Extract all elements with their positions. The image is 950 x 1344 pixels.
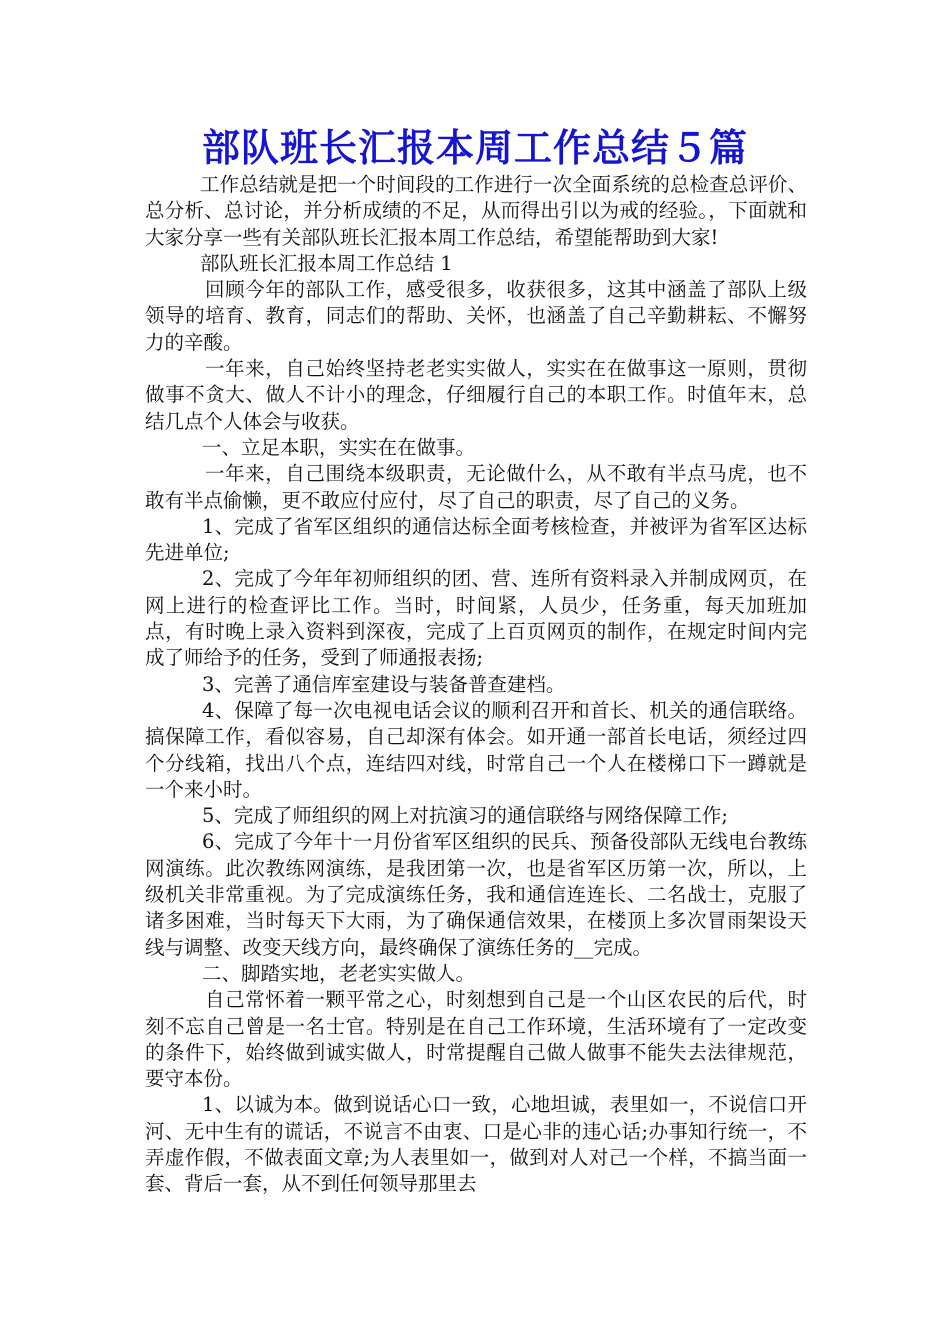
document-title: 部队班长汇报本周工作总结５篇 [201,125,748,170]
paragraph: 一年来，自己围绕本级职责，无论做什么，从不敢有半点马虎，也不敢有半点偷懒，更不敢应付应付，尽了自己的职责，尽了自己的义务。 [145,462,807,512]
list-item: 2、完成了今年年初师组织的团、营、连所有资料录入并制成网页，在网上进行的检查评比工作。当时，时间紧，人员少，任务重，每天加班加点，有时晚上录入资料到深夜，完成了上百页网页的制作，在规定时间内完成了师给予的任务，受到了师通报表扬; [145,567,807,670]
paragraph: 自己常怀着一颗平常之心，时刻想到自己是一个山区农民的后代，时刻不忘自己曾是一名士官。特别是在自己工作环境，生活环境有了一定改变的条件下，始终做到诚实做人，时常提醒自己做人做事不能失去法律规范，要守本份。 [145,988,807,1091]
intro-paragraph: 工作总结就是把一个时间段的工作进行一次全面系统的总检查总评价、总分析、总讨论，并分析成绩的不足，从而得出引以为戒的经验。，下面就和大家分享一些有关部队班长汇报本周工作总结，希望能帮助到大家! [145,173,807,249]
subheading: 一、立足本职，实实在在做事。 [202,435,476,459]
list-item: 5、完成了师组织的网上对抗演习的通信联络与网络保障工作; [202,804,728,828]
paragraph: 回顾今年的部队工作，感受很多，收获很多，这其中涵盖了部队上级领导的培育、教育，同志们的帮助、关怀，也涵盖了自己辛勤耕耘、不懈努力的辛酸。 [145,278,807,354]
paragraph: 一年来，自己始终坚持老老实实做人，实实在在做事这一原则，贯彻做事不贪大、做人不计小的理念，仔细履行自己的本职工作。时值年末，总结几点个人体会与收获。 [145,357,807,433]
subheading: 二、脚踏实地，老老实实做人。 [202,961,476,985]
document-body [145,172,807,1198]
list-item: 3、完善了通信库室建设与装备普查建档。 [202,672,566,696]
section-heading: 部队班长汇报本周工作总结 1 [200,251,453,275]
list-item: 1、以诚为本。做到说话心口一致，心地坦诚，表里如一，不说信口开河、无中生有的谎话，不说言不由衷、口是心非的违心话;办事知行统一，不弄虚作假，不做表面文章;为人表里如一，做到对人对己一个样，不搞当面一套、背后一套，从不到任何领导那里去 [145,1093,807,1196]
list-item: 4、保障了每一次电视电话会议的顺利召开和首长、机关的通信联络。搞保障工作，看似容易，自己却深有体会。如开通一部首长电话，须经过四个分线箱，找出八个点，连结四对线，时常自己一个人在楼梯口下一蹲就是一个来小时。 [145,698,807,801]
list-item: 6、完成了今年十一月份省军区组织的民兵、预备役部队无线电台教练网演练。此次教练网演练，是我团第一次，也是省军区历第一次，所以，上级机关非常重视。为了完成演练任务，我和通信连连长、二名战士，克服了诸多困难，当时每天下大雨，为了确保通信效果，在楼顶上多次冒雨架设天线与调整、改变天线方向，最终确保了演练任务的__完成。 [145,830,807,959]
list-item: 1、完成了省军区组织的通信达标全面考核检查，并被评为省军区达标先进单位; [145,514,807,565]
